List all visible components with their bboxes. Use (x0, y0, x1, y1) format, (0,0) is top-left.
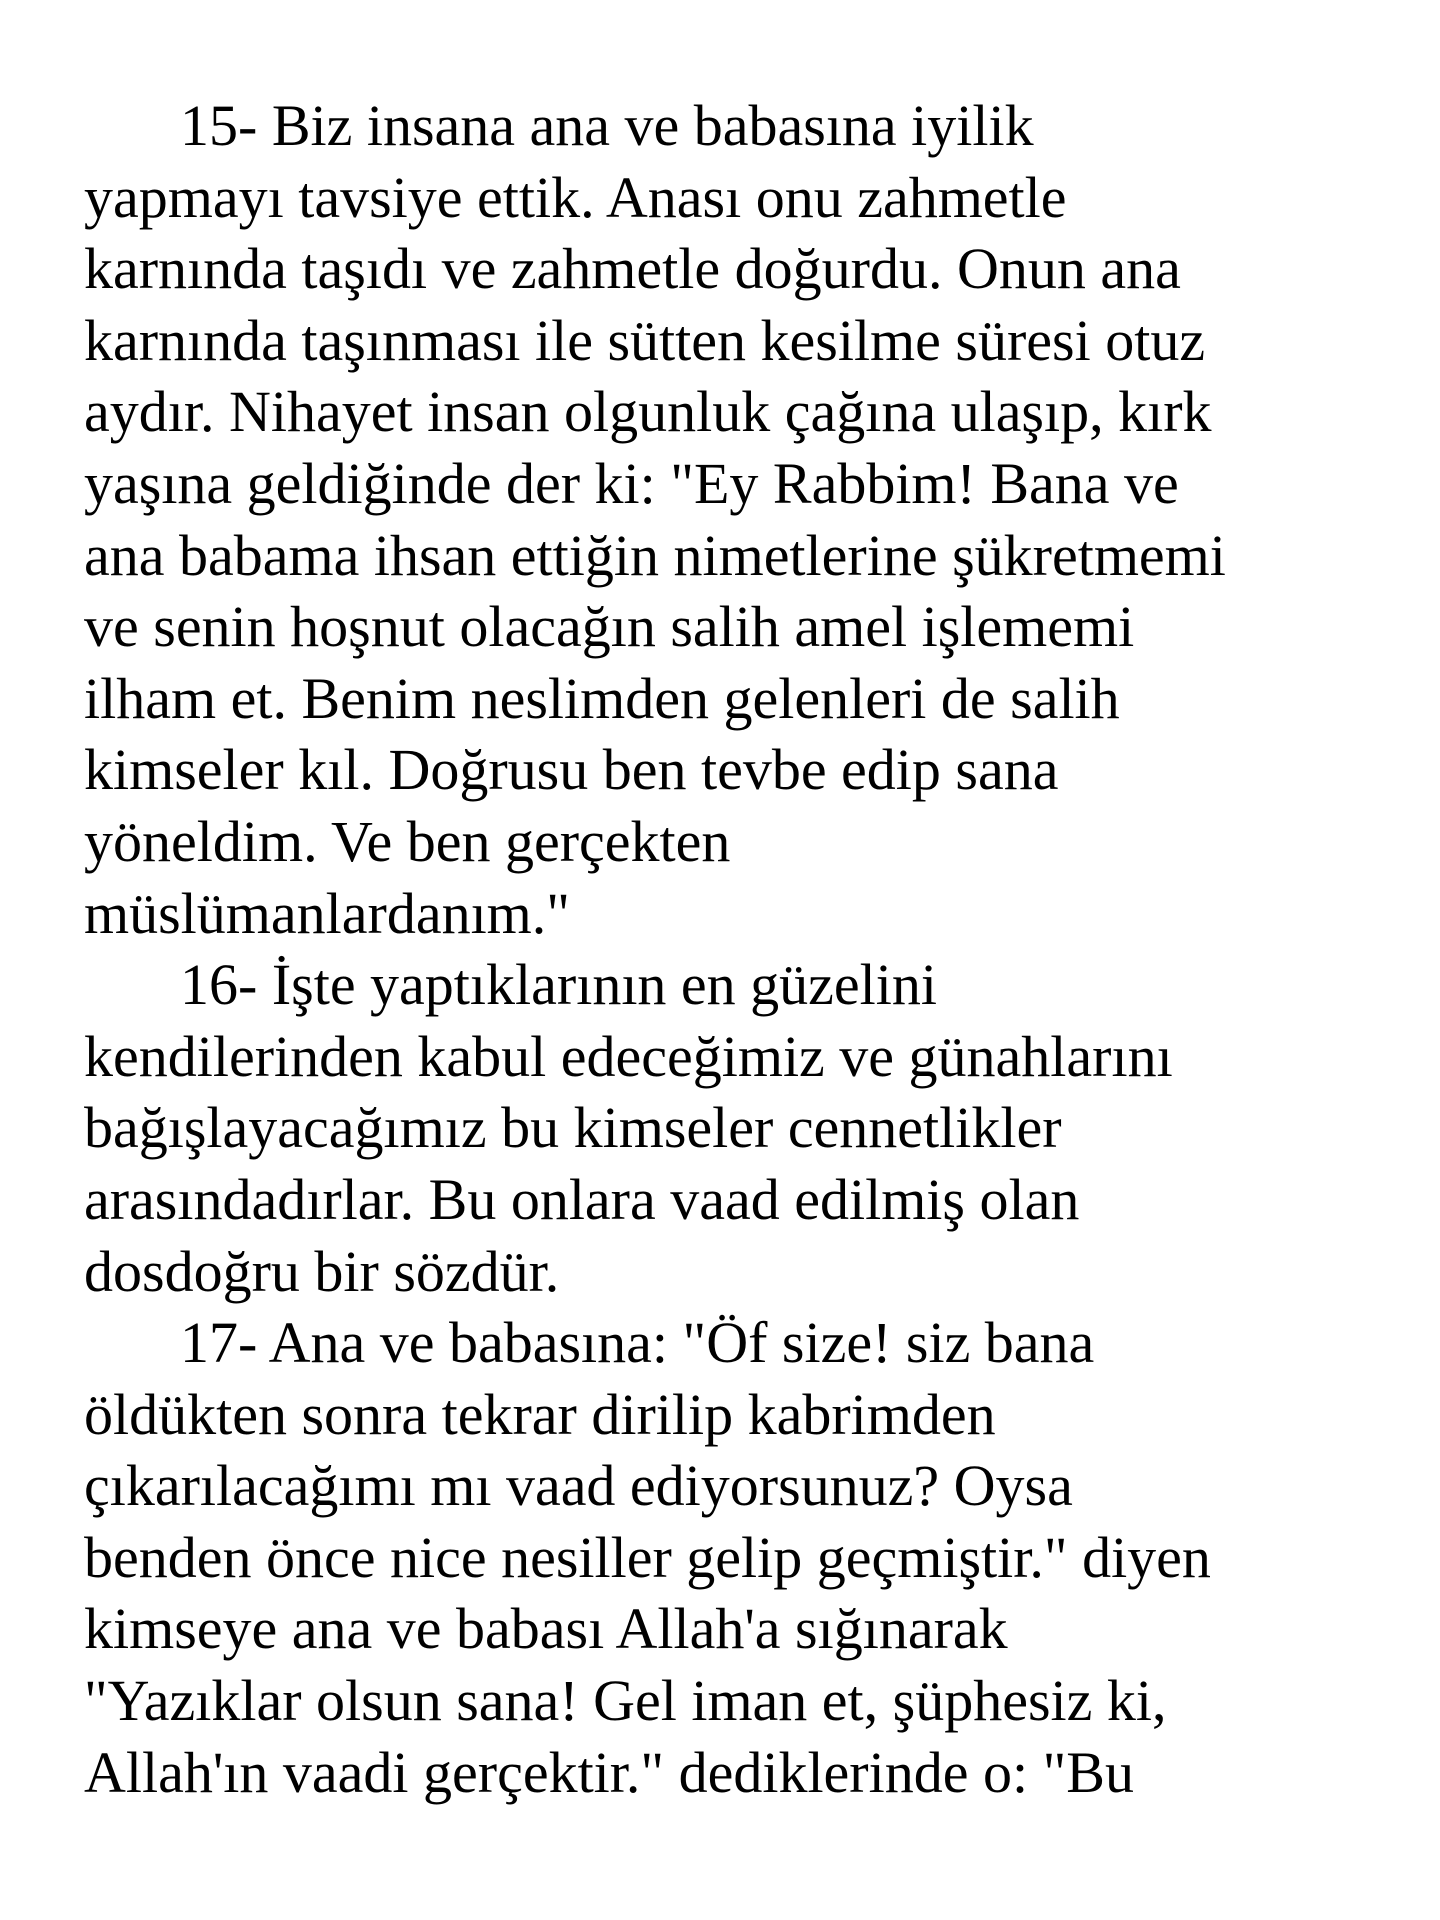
text-line: müslümanlardanım." (84, 880, 570, 946)
text-line: kimseye ana ve babası Allah'a sığınarak (84, 1596, 1008, 1662)
text-line: öldükten sonra tekrar dirilip kabrimden (84, 1381, 996, 1447)
text-line: ilham et. Benim neslimden gelenleri de salih (84, 665, 1120, 731)
text-line: kendilerinden kabul edeceğimiz ve günahlarını (84, 1023, 1173, 1089)
text-line: yöneldim. Ve ben gerçekten (84, 808, 731, 874)
text-line: Allah'ın vaadi gerçektir." dediklerinde o: "Bu (84, 1739, 1134, 1805)
verse-17-paragraph (84, 1307, 1404, 1808)
text-line: 17- Ana ve babasına: "Öf size! siz bana (180, 1310, 1095, 1376)
text-line: arasındadırlar. Bu onlara vaad edilmiş olan (84, 1166, 1080, 1232)
text-line: aydır. Nihayet insan olgunluk çağına ulaşıp, kırk (84, 379, 1212, 445)
text-line: 15- Biz insana ana ve babasına iyilik (180, 93, 1034, 158)
text-line: dosdoğru bir sözdür. (84, 1238, 560, 1304)
text-line: ana babama ihsan ettiğin nimetlerine şükretmemi (84, 522, 1226, 588)
text-line: benden önce nice nesiller gelip geçmiştir." diyen (84, 1524, 1211, 1590)
verse-16-paragraph (84, 949, 1404, 1307)
text-line: kimseler kıl. Doğrusu ben tevbe edip sana (84, 737, 1059, 803)
text-line: "Yazıklar olsun sana! Gel iman et, şüphesiz ki, (84, 1668, 1167, 1734)
text-line: bağışlayacağımız bu kimseler cennetlikler (84, 1095, 1062, 1161)
text-line: çıkarılacağımı mı vaad ediyorsunuz? Oysa (84, 1453, 1073, 1519)
document-page (84, 90, 1404, 1808)
text-line: karnında taşıdı ve zahmetle doğurdu. Onun ana (84, 236, 1181, 302)
text-line: ve senin hoşnut olacağın salih amel işlememi (84, 594, 1135, 660)
verse-15-paragraph (84, 90, 1404, 949)
text-line: yaşına geldiğinde der ki: "Ey Rabbim! Bana ve (84, 450, 1179, 516)
text-line: karnında taşınması ile sütten kesilme süresi otuz (84, 307, 1206, 373)
text-line: 16- İşte yaptıklarının en güzelini (180, 952, 938, 1018)
text-line: yapmayı tavsiye ettik. Anası onu zahmetle (84, 164, 1067, 230)
